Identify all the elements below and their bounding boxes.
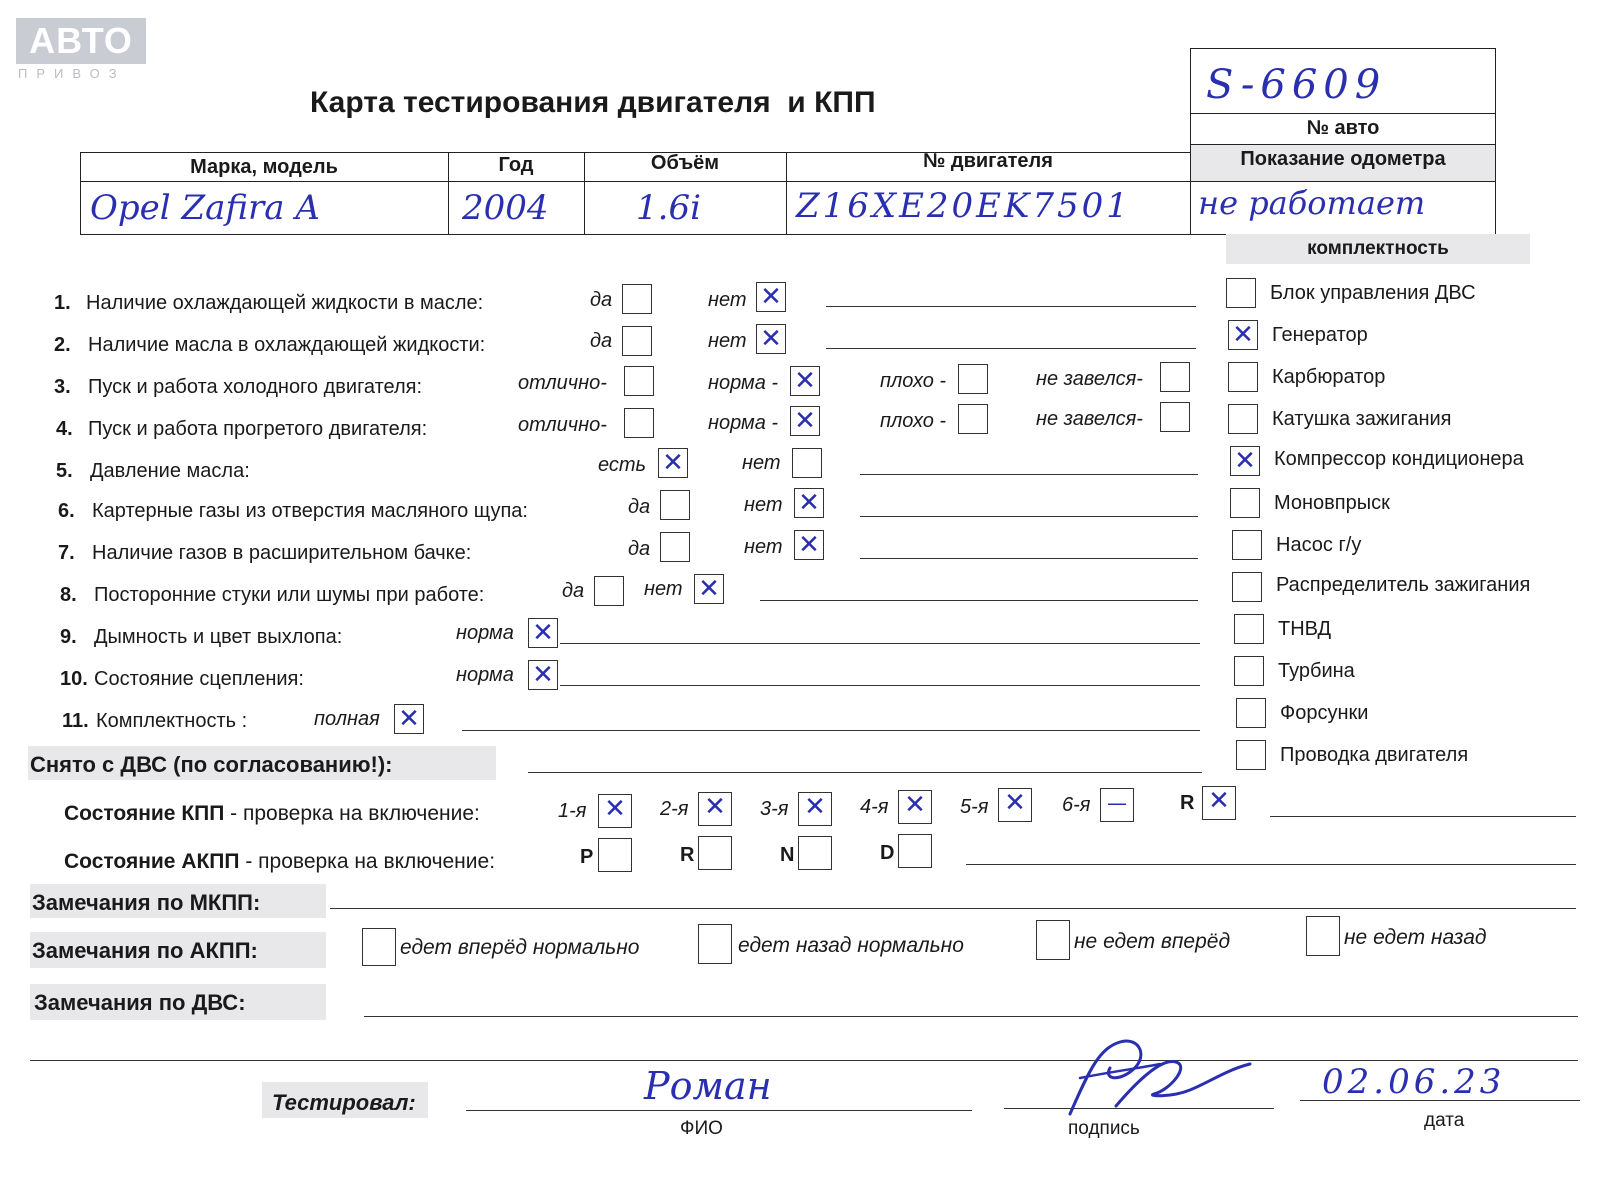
gear-label: R [1180, 792, 1195, 814]
komplekt-item: Блок управления ДВС [1270, 282, 1476, 304]
remarks-line [860, 474, 1198, 475]
page-title: Карта тестирования двигателя и КПП [310, 86, 876, 119]
name-line [466, 1110, 972, 1111]
remarks-line [826, 306, 1196, 307]
test-text: Комплектность : [96, 710, 248, 732]
test-num: 11. [62, 710, 89, 732]
gear-label: 3-я [760, 798, 789, 820]
odometer-value: не работает [1198, 184, 1426, 222]
option-label: не завелся- [1036, 408, 1143, 430]
test-text: Дымность и цвет выхлопа: [94, 626, 343, 648]
option-label: нет [744, 494, 783, 516]
gear-checkbox-checked[interactable]: ✕ [598, 794, 632, 828]
komplekt-item: ТНВД [1278, 618, 1332, 640]
test-num: 9. [60, 626, 77, 648]
remarks-line [760, 600, 1198, 601]
tester-name-value: Роман [644, 1064, 772, 1108]
checkbox-checked[interactable]: ✕ [790, 406, 820, 436]
gear-label: 1-я [558, 800, 587, 822]
gear-label: 4-я [860, 796, 889, 818]
komplekt-item: Моновпрыск [1274, 492, 1390, 514]
komplekt-checkbox-checked[interactable]: ✕ [1228, 320, 1258, 350]
komplekt-item: Проводка двигателя [1280, 744, 1469, 766]
akpp-label [64, 850, 495, 874]
gear-checkbox-dash[interactable]: — [1100, 788, 1134, 822]
engine-number-value: Z16XE20EK7501 [796, 186, 1131, 226]
checkbox-checked[interactable]: ✕ [790, 366, 820, 396]
akpp-remarks-label: Замечания по АКПП: [32, 938, 258, 963]
option-label: плохо - [880, 410, 947, 432]
komplekt-checkbox[interactable] [1232, 530, 1262, 560]
dvs-remarks-label: Замечания по ДВС: [34, 990, 246, 1015]
option-label: нет [708, 330, 747, 352]
checkbox[interactable] [958, 364, 988, 394]
remarks-line [860, 516, 1198, 517]
make-value: Opel Zafira A [90, 188, 320, 228]
odometer-label: Показание одометра [1240, 148, 1446, 170]
option-label: норма - [708, 372, 779, 394]
remarks-line [860, 558, 1198, 559]
remarks-line [826, 348, 1196, 349]
komplekt-checkbox[interactable] [1236, 698, 1266, 728]
kpp-label-rest: - проверка на включение: [224, 802, 480, 825]
checkbox[interactable] [1160, 402, 1190, 432]
removed-label: Снято с ДВС (по согласованию!): [30, 752, 393, 777]
komplekt-item: Турбина [1278, 660, 1355, 682]
gear-checkbox-checked[interactable]: ✕ [798, 792, 832, 826]
checkbox[interactable] [624, 366, 654, 396]
checkbox-checked[interactable]: ✕ [756, 324, 786, 354]
option-label: да [562, 580, 585, 602]
option-label: норма [456, 664, 514, 686]
option-label: нет [708, 289, 747, 311]
akpp-option-label: едет назад нормально [738, 934, 964, 957]
year-value: 2004 [462, 188, 549, 228]
avtoprivoz-logo: АВТО [16, 18, 146, 64]
checkbox-checked[interactable]: ✕ [528, 660, 558, 690]
signature-label: подпись [1068, 1118, 1140, 1139]
test-text: Наличие газов в расширительном бачке: [92, 542, 472, 564]
test-num: 4. [56, 418, 73, 440]
option-label: нет [744, 536, 783, 558]
akpp-checkbox[interactable] [898, 834, 932, 868]
dvs-remarks-line-2 [30, 1060, 1578, 1061]
checkbox[interactable] [1160, 362, 1190, 392]
mkpp-remarks-label: Замечания по МКПП: [32, 890, 261, 915]
test-num: 5. [56, 460, 73, 482]
test-text: Пуск и работа холодного двигателя: [88, 376, 423, 398]
komplekt-item: Распределитель зажигания [1276, 574, 1531, 596]
gear-checkbox-checked[interactable]: ✕ [998, 788, 1032, 822]
auto-number-label: № авто [1306, 117, 1380, 139]
akpp-checkbox[interactable] [798, 836, 832, 870]
akpp-option-checkbox[interactable] [362, 928, 396, 966]
option-label: норма - [708, 412, 779, 434]
checkbox-checked[interactable]: ✕ [528, 618, 558, 648]
option-label: нет [644, 578, 683, 600]
mkpp-remarks-line [330, 908, 1576, 909]
kpp-remarks-line [1270, 816, 1576, 817]
test-num: 8. [60, 584, 77, 606]
checkbox-checked[interactable]: ✕ [694, 574, 724, 604]
test-text: Наличие охлаждающей жидкости в масле: [86, 292, 484, 314]
test-text: Наличие масла в охлаждающей жидкости: [88, 334, 486, 356]
gear-checkbox-checked[interactable]: ✕ [1202, 786, 1236, 820]
checkbox[interactable] [958, 404, 988, 434]
option-label: да [628, 538, 651, 560]
option-label: норма [456, 622, 514, 644]
komplekt-item: Карбюратор [1272, 366, 1386, 388]
kpp-label [64, 802, 480, 826]
option-label: да [628, 496, 651, 518]
komplekt-checkbox[interactable] [1234, 614, 1264, 644]
signature-image [1050, 1028, 1260, 1124]
komplekt-checkbox[interactable] [1228, 362, 1258, 392]
checkbox-checked[interactable]: ✕ [658, 448, 688, 478]
option-label: не завелся- [1036, 368, 1143, 390]
volume-label: Объём [650, 152, 720, 174]
auto-number-value: S-6609 [1206, 62, 1387, 108]
removed-line [528, 772, 1202, 773]
akpp-option-checkbox[interactable] [698, 924, 732, 964]
checkbox[interactable] [622, 326, 652, 356]
checkbox[interactable] [624, 408, 654, 438]
gear-label: 5-я [960, 796, 989, 818]
komplekt-checkbox[interactable] [1226, 278, 1256, 308]
test-text: Картерные газы из отверстия масляного щупа: [92, 500, 528, 522]
gear-label: 2-я [660, 798, 689, 820]
option-label: да [590, 330, 613, 352]
gear-label: 6-я [1062, 794, 1091, 816]
test-num: 2. [54, 334, 71, 356]
logo-subtitle: ПРИВОЗ [18, 66, 126, 81]
option-label: да [590, 289, 613, 311]
akpp-checkbox[interactable] [598, 838, 632, 872]
kpp-label-bold: Состояние КПП [64, 802, 225, 825]
option-label: плохо - [880, 370, 947, 392]
option-label: нет [742, 452, 781, 474]
volume-value: 1.6i [636, 188, 701, 228]
komplekt-checkbox[interactable] [1230, 488, 1260, 518]
test-num: 3. [54, 376, 71, 398]
test-num: 6. [58, 500, 75, 522]
fio-label: ФИО [680, 1118, 723, 1139]
komplekt-item: Генератор [1272, 324, 1368, 346]
akpp-mode-label: D [880, 842, 895, 864]
date-value: 02.06.23 [1322, 1062, 1506, 1102]
test-text: Состояние сцепления: [94, 668, 304, 690]
test-num: 10. [60, 668, 88, 690]
make-label: Марка, модель [190, 156, 338, 178]
akpp-label-rest: - проверка на включение: [239, 850, 496, 873]
year-label: Год [498, 154, 534, 176]
option-label: полная [314, 708, 380, 730]
komplekt-item: Форсунки [1280, 702, 1369, 724]
akpp-label-bold: Состояние АКПП [64, 850, 240, 873]
test-num: 7. [58, 542, 75, 564]
test-text: Пуск и работа прогретого двигателя: [88, 418, 428, 440]
remarks-line [560, 685, 1200, 686]
komplekt-checkbox[interactable] [1236, 740, 1266, 770]
akpp-mode-label: N [780, 844, 795, 866]
gear-checkbox-checked[interactable]: ✕ [898, 790, 932, 824]
option-label: отлично- [518, 414, 607, 436]
tested-label: Тестировал: [272, 1090, 416, 1115]
checkbox[interactable] [622, 284, 652, 314]
komplekt-checkbox[interactable] [1232, 572, 1262, 602]
komplekt-title: комплектность [1307, 238, 1449, 259]
gear-checkbox-checked[interactable]: ✕ [698, 792, 732, 826]
date-label: дата [1424, 1110, 1465, 1131]
test-text: Посторонние стуки или шумы при работе: [94, 584, 485, 606]
akpp-checkbox[interactable] [698, 836, 732, 870]
checkbox-checked[interactable]: ✕ [794, 530, 824, 560]
checkbox-checked[interactable]: ✕ [394, 704, 424, 734]
komplekt-item: Насос г/у [1276, 534, 1362, 556]
akpp-option-label: не едет назад [1344, 926, 1487, 949]
akpp-remarks-line [966, 864, 1576, 865]
akpp-option-label: не едет вперёд [1074, 930, 1231, 953]
komplekt-item: Компрессор кондиционера [1274, 448, 1524, 470]
akpp-option-checkbox[interactable] [1036, 920, 1070, 960]
option-label: есть [598, 454, 647, 476]
akpp-mode-label: P [580, 846, 594, 868]
checkbox-checked[interactable]: ✕ [794, 488, 824, 518]
dvs-remarks-line [364, 1016, 1578, 1017]
engine-number-label: № двигателя [923, 150, 1053, 172]
option-label: отлично- [518, 372, 607, 394]
checkbox[interactable] [660, 532, 690, 562]
test-num: 1. [54, 292, 71, 314]
remarks-line [462, 730, 1200, 731]
checkbox[interactable] [660, 490, 690, 520]
komplekt-checkbox[interactable] [1234, 656, 1264, 686]
akpp-option-label: едет вперёд нормально [400, 936, 640, 959]
remarks-line [560, 643, 1200, 644]
komplekt-checkbox[interactable] [1228, 404, 1258, 434]
checkbox-checked[interactable]: ✕ [756, 282, 786, 312]
checkbox[interactable] [792, 448, 822, 478]
komplekt-item: Катушка зажигания [1272, 408, 1452, 430]
komplekt-checkbox-checked[interactable]: ✕ [1230, 446, 1260, 476]
test-text: Давление масла: [90, 460, 250, 482]
checkbox[interactable] [594, 576, 624, 606]
akpp-option-checkbox[interactable] [1306, 916, 1340, 956]
akpp-mode-label: R [680, 844, 695, 866]
